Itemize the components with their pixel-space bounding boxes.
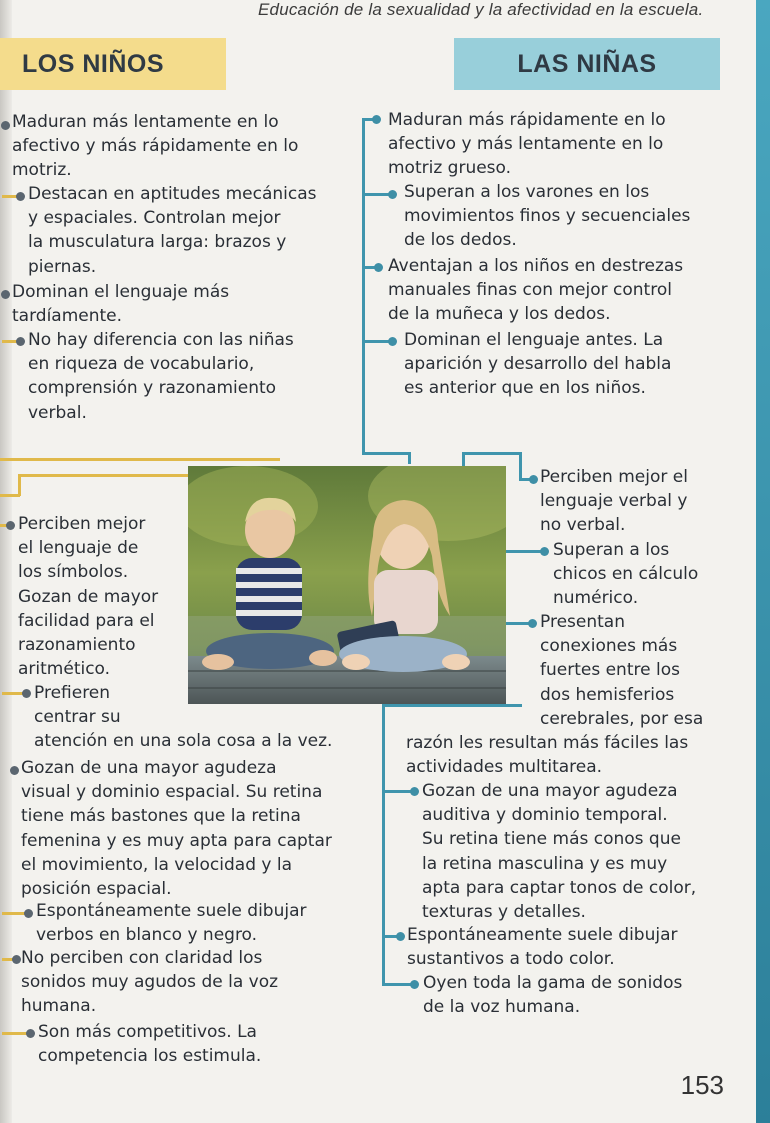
bullet-connector <box>384 983 412 986</box>
text-line: tardíamente. <box>12 306 123 327</box>
text-line: Presentan <box>540 612 625 632</box>
boys-item-mechanical <box>28 182 317 279</box>
text-line: auditiva y dominio temporal. <box>422 805 668 826</box>
text-line: actividades multitarea. <box>406 757 603 778</box>
text-line: lenguaje verbal y <box>540 491 688 512</box>
page-edge-strip <box>756 0 770 1123</box>
text-line: sustantivos a todo color. <box>407 949 615 970</box>
boys-item-visual <box>21 756 332 901</box>
text-line: Perciben mejor <box>18 514 146 534</box>
girls-item-calculation <box>553 538 698 611</box>
bullet-dot <box>22 689 31 698</box>
text-line: verbal. <box>28 402 87 423</box>
bullet-dot <box>540 547 549 556</box>
girls-item-verbal <box>540 465 688 538</box>
text-line: atención en una sola cosa a la vez. <box>34 731 333 752</box>
text-line: razonamiento <box>18 635 136 656</box>
text-line: Maduran más rápidamente en lo <box>388 110 666 130</box>
text-line: Espontáneamente suele dibujar <box>407 925 678 945</box>
text-line: el movimiento, la velocidad y la <box>21 854 292 875</box>
girls-item-hemispheres <box>540 610 750 731</box>
text-line: Gozan de mayor <box>18 586 159 607</box>
girls-item-language <box>404 328 671 401</box>
bullet-connector <box>2 692 24 695</box>
bullet-dot <box>1 290 10 299</box>
girls-item-sounds <box>423 971 682 1019</box>
girls-item-dexterity <box>388 254 683 327</box>
text-line: fuertes entre los <box>540 660 680 681</box>
girls-connector-vertical <box>362 118 365 455</box>
text-line: comprensión y razonamiento <box>28 378 277 399</box>
text-line: posición espacial. <box>21 879 172 900</box>
text-line: piernas. <box>28 256 97 277</box>
running-head: Educación de la sexualidad y la afectividad en la escuela. <box>258 0 704 19</box>
girls-connector-drop <box>408 452 411 464</box>
boys-item-drawing <box>36 899 307 947</box>
book-spine-shadow <box>0 0 12 1123</box>
text-line: Gozan de una mayor agudeza <box>21 758 277 778</box>
text-line: Prefieren <box>34 683 111 703</box>
bullet-dot <box>16 192 25 201</box>
text-line: Perciben mejor el <box>540 467 688 487</box>
text-line: Espontáneamente suele dibujar <box>36 901 307 921</box>
girls-item-auditory <box>422 779 696 924</box>
text-line: la musculatura larga: brazos y <box>28 232 287 253</box>
boys-connector-mid-out <box>0 494 20 497</box>
bullet-dot <box>6 521 15 530</box>
header-boys-label: LOS NIÑOS <box>22 49 165 78</box>
text-line: sonidos muy agudos de la voz <box>21 972 279 993</box>
text-line: Son más competitivos. La <box>38 1022 257 1042</box>
bullet-connector <box>364 340 390 343</box>
bullet-dot <box>396 932 405 941</box>
boys-connector-mid-drop <box>18 474 21 496</box>
bullet-dot <box>26 1029 35 1038</box>
text-line: Aventajan a los niños en destrezas <box>388 256 684 276</box>
header-las-ninas <box>454 38 720 90</box>
text-line: manuales finas con mejor control <box>388 280 672 301</box>
header-los-ninos <box>0 38 226 90</box>
text-line: en riqueza de vocabulario, <box>28 354 255 375</box>
text-line: aritmético. <box>18 659 111 680</box>
text-line: afectivo y más lentamente en lo <box>388 134 664 155</box>
girls-item-hemispheres-cont <box>406 731 688 779</box>
bullet-dot <box>372 115 381 124</box>
text-line: visual y dominio espacial. Su retina <box>21 782 323 803</box>
text-line: texturas y detalles. <box>422 902 586 923</box>
text-line: no verbal. <box>540 515 626 536</box>
text-line: es anterior que en los niños. <box>404 378 646 399</box>
boys-connector-mid <box>18 474 188 477</box>
bullet-dot <box>528 619 537 628</box>
bullet-dot <box>1 121 10 130</box>
text-line: chicos en cálculo <box>553 564 699 585</box>
bullet-connector <box>506 622 530 625</box>
girls-connector-mid-vertical <box>519 452 522 478</box>
text-line: No perciben con claridad los <box>21 948 263 968</box>
text-line: No hay diferencia con las niñas <box>28 330 294 350</box>
bullet-dot <box>16 337 25 346</box>
text-line: Destacan en aptitudes mecánicas <box>28 184 317 204</box>
bullet-connector <box>384 790 412 793</box>
text-line: Dominan el lenguaje antes. La <box>404 330 664 350</box>
text-line: dos hemisferios <box>540 684 675 705</box>
bullet-dot <box>529 475 538 484</box>
boys-connector-top <box>0 458 280 461</box>
text-line: Dominan el lenguaje más <box>12 282 230 302</box>
children-reading-photo <box>188 466 506 704</box>
boys-item-hearing <box>21 946 278 1019</box>
girls-connector-right <box>462 452 522 455</box>
girls-item-maturation <box>388 108 666 181</box>
text-line: centrar su <box>34 707 121 728</box>
bullet-dot <box>24 909 33 918</box>
bullet-connector <box>2 1032 28 1035</box>
bullet-dot <box>388 190 397 199</box>
bullet-connector <box>2 912 26 915</box>
page-number: 153 <box>680 1070 724 1100</box>
girls-connector-bottom-top <box>382 704 522 707</box>
text-line: razón les resultan más fáciles las <box>406 733 689 753</box>
bullet-dot <box>374 263 383 272</box>
text-line: motriz. <box>12 160 72 181</box>
boys-item-attention <box>34 681 332 754</box>
bullet-dot <box>388 337 397 346</box>
boys-item-vocabulary <box>28 328 294 425</box>
text-line: Oyen toda la gama de sonidos <box>423 973 683 993</box>
text-line: tiene más bastones que la retina <box>21 806 301 827</box>
text-line: Gozan de una mayor agudeza <box>422 781 678 801</box>
boys-item-maturation <box>12 110 298 183</box>
bullet-dot <box>12 955 21 964</box>
boys-item-competitive <box>38 1020 261 1068</box>
text-line: de la voz humana. <box>423 997 581 1018</box>
boys-item-language <box>12 280 229 328</box>
text-line: competencia los estimula. <box>38 1046 262 1067</box>
text-line: y espaciales. Controlan mejor <box>28 208 281 229</box>
text-line: numérico. <box>553 588 639 609</box>
bullet-dot <box>410 787 419 796</box>
text-line: afectivo y más rápidamente en lo <box>12 136 299 157</box>
text-line: Maduran más lentamente en lo <box>12 112 279 132</box>
bullet-dot <box>410 980 419 989</box>
photo-illustration <box>188 466 506 704</box>
girls-connector-bottom-vertical <box>382 704 385 986</box>
text-line: verbos en blanco y negro. <box>36 925 258 946</box>
text-line: Su retina tiene más conos que <box>422 829 681 850</box>
header-girls-label: LAS NIÑAS <box>517 49 657 78</box>
text-line: cerebrales, por esa <box>540 708 704 729</box>
text-line: Superan a los <box>553 540 670 560</box>
text-line: la retina masculina y es muy <box>422 853 668 874</box>
text-line: de los dedos. <box>404 230 517 251</box>
girls-connector-elbow <box>362 452 410 455</box>
text-line: conexiones más <box>540 636 678 657</box>
boys-item-symbols <box>18 512 158 681</box>
bullet-connector <box>364 193 390 196</box>
text-line: aparición y desarrollo del habla <box>404 354 672 375</box>
text-line: motriz grueso. <box>388 158 512 179</box>
text-line: facilidad para el <box>18 610 155 631</box>
text-line: los símbolos. <box>18 562 129 583</box>
text-line: Superan a los varones en los <box>404 182 650 202</box>
text-line: humana. <box>21 996 97 1017</box>
bullet-connector <box>506 550 542 553</box>
girls-item-fine-motor <box>404 180 690 253</box>
text-line: de la muñeca y los dedos. <box>388 304 611 325</box>
text-line: el lenguaje de <box>18 538 139 559</box>
bullet-dot <box>10 766 19 775</box>
girls-item-drawing <box>407 923 678 971</box>
text-line: apta para captar tonos de color, <box>422 877 697 898</box>
text-line: femenina y es muy apta para captar <box>21 830 332 851</box>
text-line: movimientos finos y secuenciales <box>404 206 691 227</box>
